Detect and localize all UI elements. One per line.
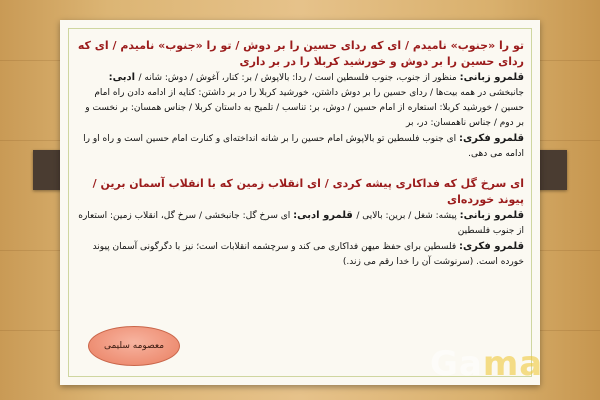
section2-linguistic — [76, 208, 524, 239]
section1-linguistic-label: قلمرو زبانی: — [459, 72, 524, 83]
section1-intellectual-text: ای جنوب فلسطین تو بالاپوش امام حسین را بر شانه انداخته‌ای و کنارت امام حسین است و راه او را ادامه می دهی. — [83, 134, 524, 159]
section1-intellectual-label: قلمرو فکری: — [459, 133, 524, 144]
section2-intellectual-label: قلمرو فکری: — [459, 241, 524, 252]
section1-intellectual — [76, 131, 524, 162]
section1-literary-text: جانبخشی در همه بیت‌ها / ردای حسین را بر دوش داشتن، خورشید کربلا را در بر داشتن: کنایه از ادامه دادن راه امام حسین / خورشید کربلا: استعاره از امام حسین / دوش، بر: تناسب / تلمیح به داستان کربلا / جناس همسان: بر نخست و بر دوم / جناس ناهمسان: در، بر — [85, 88, 524, 128]
section1-linguistic-text: منظور از جنوب، جنوب فلسطین است / ردا: بالاپوش / بر: کنار، آغوش / دوش: شانه / — [138, 73, 460, 83]
section2-literary-label: قلمرو ادبی: — [293, 210, 357, 221]
section2-literary-text: ای سرخ گل: جانبخشی / سرخ گل، انقلاب زمین: استعاره از جنوب فلسطین — [78, 211, 524, 236]
section2-title: ای سرخ گل که فداکاری پیشه کردی / ای انقلاب زمین که با انقلاب آسمان برین / پیوند خورده‌ای — [92, 177, 524, 206]
section2-intellectual-text: فلسطین برای حفظ میهن فداکاری می کند و سرچشمه انقلابات است؛ نیز با دگرگونی آسمان پیوند خورده است. (سرنوشت آن را خدا رقم می زند.) — [92, 242, 524, 267]
slide-content — [76, 38, 524, 270]
section2-linguistic-text: پیشه: شغل / برین: بالایی / — [356, 211, 460, 221]
watermark-part-b: ma — [482, 344, 544, 384]
section1-linguistic — [76, 70, 524, 131]
paper-sheet — [60, 20, 540, 385]
author-badge — [88, 326, 180, 366]
watermark-logo — [430, 344, 543, 384]
author-name: معصومه سلیمی — [103, 341, 165, 351]
section1-literary-label: ادبی: — [108, 72, 139, 83]
section-gap — [76, 162, 524, 176]
section2-linguistic-label: قلمرو زبانی: — [459, 210, 524, 221]
section1-title: تو را «جنوب» نامیدم / ای که ردای حسین را بر دوش / تو را «جنوب» نامیدم / ای که ردای حسین را بر دوش و خورشید کربلا را در بر داری — [77, 39, 524, 68]
watermark-part-a: Ga — [430, 344, 483, 384]
section2-intellectual — [76, 239, 524, 270]
